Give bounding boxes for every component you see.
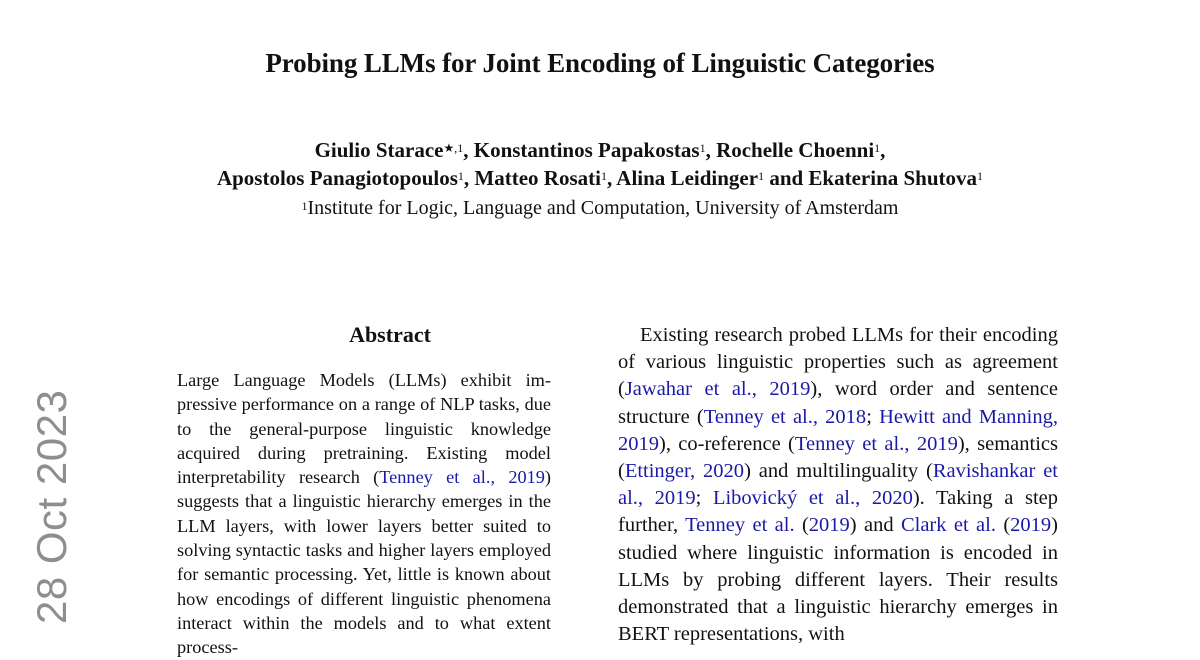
citation-link[interactable]: 2019 bbox=[808, 514, 850, 537]
author-name: Rochelle Choenni bbox=[716, 138, 875, 162]
author-separator: and bbox=[764, 166, 809, 190]
body-text: ). Taking a step further, bbox=[618, 487, 1058, 537]
citation-link[interactable]: Libovický et al., 2020 bbox=[712, 487, 913, 510]
body-text: Large Language Models (LLMs) exhibit impressive performance on a range of NLP tasks, due to the general-purpose linguistic knowledge acquired during pretraining. Existing model interpretability research ( bbox=[177, 370, 551, 488]
author-list bbox=[0, 136, 1200, 192]
citation-link[interactable]: Tenney et al. bbox=[685, 514, 795, 537]
body-text: ) and bbox=[849, 514, 901, 537]
author-separator: , bbox=[705, 138, 717, 162]
citation-link[interactable]: Ravishankar et al., 2019 bbox=[618, 460, 1058, 510]
author-name: Konstantinos Papakostas bbox=[473, 138, 700, 162]
citation-link[interactable]: Hewitt and Manning, 2019 bbox=[618, 405, 1058, 455]
author-separator: , bbox=[606, 166, 617, 190]
body-text: Existing research probed LLMs for their encoding of various linguistic properties such as agreement ( bbox=[618, 324, 1058, 401]
author-name: Giulio Starace bbox=[314, 138, 444, 162]
citation-link[interactable]: Clark et al. bbox=[900, 514, 996, 537]
citation-link[interactable]: Jawahar et al., 2019 bbox=[624, 378, 811, 401]
citation-link[interactable]: Tenney et al., 2018 bbox=[703, 405, 867, 428]
body-text: ( bbox=[995, 514, 1011, 537]
affiliation-text: Institute for Logic, Language and Computation, University of Amsterdam bbox=[307, 197, 899, 219]
paper-title: Probing LLMs for Joint Encoding of Linguistic Categories bbox=[265, 48, 935, 78]
citation-link[interactable]: Tenney et al., 2019 bbox=[794, 432, 958, 455]
citation-link[interactable]: Ettinger, 2020 bbox=[624, 460, 745, 483]
author-separator: , bbox=[463, 138, 474, 162]
body-text: ) suggests that a linguistic hierarchy emerges in the LLM layers, with lower layers better suited to solving syntactic tasks and higher layers employed for semantic processing. Yet, little is known about how encodings of different linguistic phenomena interact within the models and to what extent process- bbox=[177, 467, 552, 658]
affiliation-marker: ★,1 bbox=[443, 141, 464, 155]
citation-link[interactable]: Tenney et al., 2019 bbox=[379, 467, 545, 488]
author-line-2 bbox=[0, 164, 1200, 192]
affiliation-marker: 1 bbox=[600, 169, 607, 183]
author-line-1 bbox=[0, 136, 1200, 164]
author-name: Ekaterina Shutova bbox=[808, 166, 978, 190]
affiliation-marker: 1 bbox=[874, 141, 881, 155]
author-name: Apostolos Panagiotopoulos bbox=[216, 166, 458, 190]
affiliation-marker: 1 bbox=[457, 169, 464, 183]
author-separator: , bbox=[880, 138, 886, 162]
affiliation-marker: 1 bbox=[977, 169, 984, 183]
affiliation-mark: 1 bbox=[301, 199, 308, 213]
author-name: Alina Leidinger bbox=[616, 166, 759, 190]
body-text: ; bbox=[866, 405, 880, 428]
body-text: ; bbox=[695, 487, 713, 510]
affiliation-marker: 1 bbox=[699, 141, 706, 155]
abstract-heading: Abstract bbox=[349, 322, 431, 347]
author-name: Matteo Rosati bbox=[474, 166, 601, 190]
body-text: ), co-reference ( bbox=[659, 432, 795, 455]
abstract-body bbox=[177, 368, 551, 660]
affiliation bbox=[0, 195, 1200, 221]
arxiv-date-stamp: 28 Oct 2023 bbox=[28, 389, 75, 624]
citation-link[interactable]: 2019 bbox=[1010, 514, 1052, 537]
body-text: ) studied where linguistic information is encoded in LLMs by probing different layers. Their results demonstrated that a linguistic hierarchy emerges in BERT representations, with bbox=[618, 514, 1058, 646]
author-separator: , bbox=[463, 166, 475, 190]
body-text: ), semantics ( bbox=[618, 432, 1058, 483]
body-text: ) and multilinguality ( bbox=[744, 460, 933, 483]
body-text: ( bbox=[794, 514, 809, 537]
introduction-paragraph bbox=[618, 322, 1058, 648]
body-text: ), word order and sentence structure ( bbox=[618, 378, 1058, 428]
affiliation-marker: 1 bbox=[758, 169, 765, 183]
